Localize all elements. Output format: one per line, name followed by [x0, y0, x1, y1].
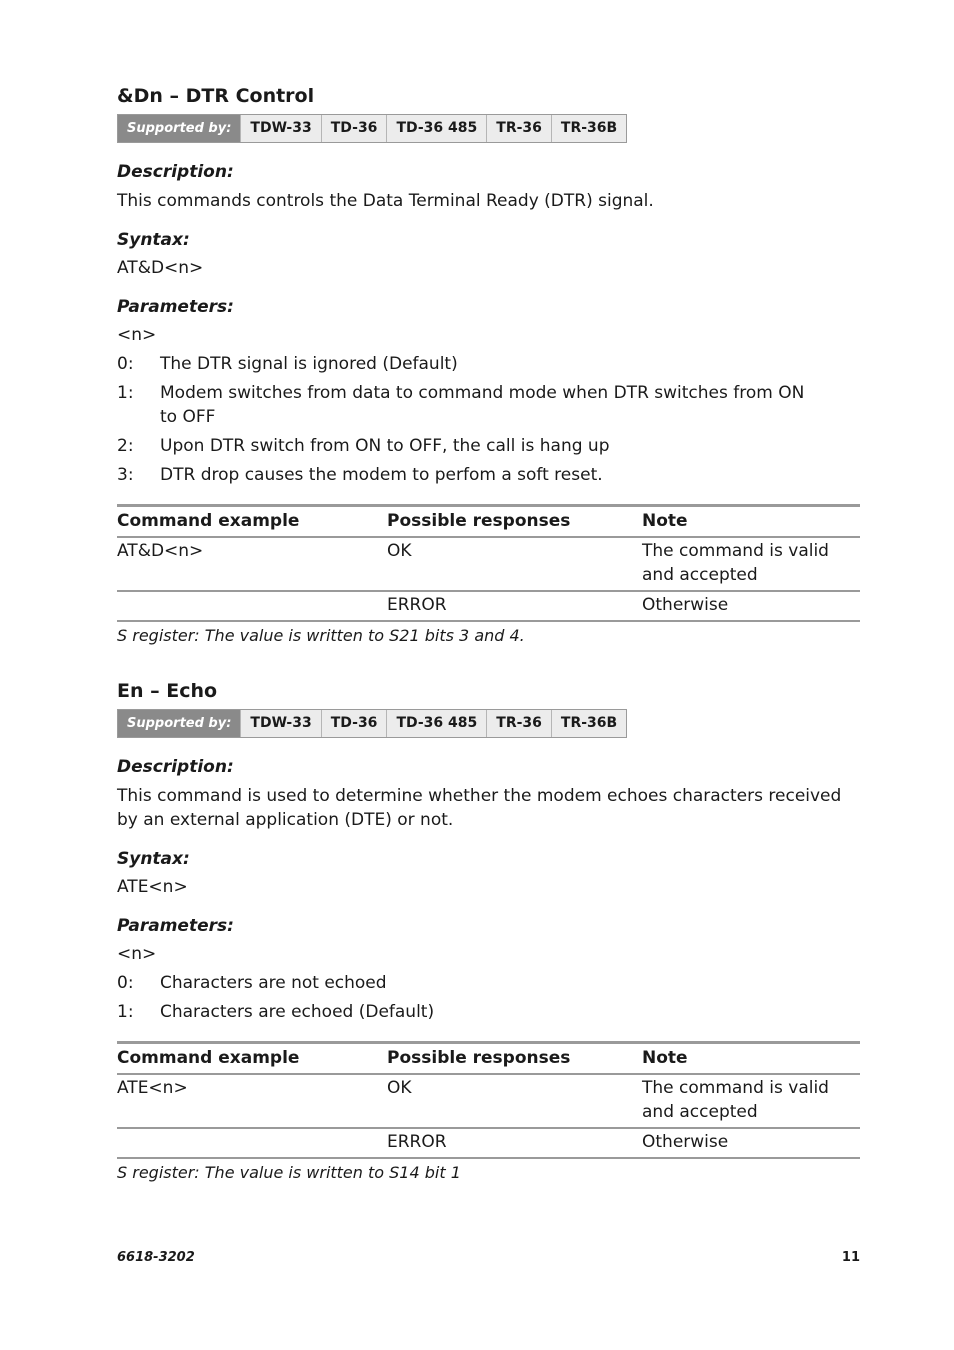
table-cell: OK [387, 1074, 642, 1128]
list-item [117, 352, 860, 376]
table-cell: The command is valid and accepted [642, 537, 860, 591]
param-description: Characters are not echoed [160, 973, 387, 993]
table-header-row [117, 1043, 860, 1075]
section-dtr-control [117, 83, 860, 648]
list-item [117, 463, 860, 487]
command-table [117, 504, 860, 622]
table-cell: OK [387, 537, 642, 591]
table-cell: ERROR [387, 591, 642, 621]
table-row [117, 591, 860, 621]
table-cell [117, 1128, 387, 1158]
syntax-text: AT&D<n> [117, 258, 204, 278]
supported-by-bar [117, 709, 627, 738]
table-cell: ERROR [387, 1128, 642, 1158]
description-heading: Description: [117, 757, 234, 777]
table-row [117, 1074, 860, 1128]
table-cell [117, 591, 387, 621]
parameters-heading: Parameters: [117, 297, 234, 317]
parameter-name: <n> [117, 325, 157, 345]
model-badge: TR-36 [486, 710, 551, 737]
table-cell: Otherwise [642, 1128, 860, 1158]
column-header: Possible responses [387, 1043, 642, 1075]
table-header-row [117, 506, 860, 538]
model-badge: TD-36 485 [386, 115, 486, 142]
command-title: En – Echo [117, 680, 218, 702]
table-row [117, 537, 860, 591]
param-description: DTR drop causes the modem to perfom a soft reset. [160, 465, 603, 485]
param-value: 1: [117, 383, 134, 403]
column-header: Command example [117, 506, 387, 538]
column-header: Command example [117, 1043, 387, 1075]
syntax-heading: Syntax: [117, 849, 190, 869]
column-header: Possible responses [387, 506, 642, 538]
model-badge: TD-36 [321, 115, 387, 142]
param-value: 0: [117, 973, 134, 993]
section-echo [117, 678, 860, 1185]
description-text: This command is used to determine whether the modem echoes characters received by an external application (DTE) or not. [117, 786, 842, 830]
syntax-text: ATE<n> [117, 877, 188, 897]
page-number: 11 [841, 1250, 860, 1265]
param-value: 1: [117, 1002, 134, 1022]
param-description: Characters are echoed (Default) [160, 1002, 435, 1022]
command-title: &Dn – DTR Control [117, 85, 315, 107]
command-table [117, 1041, 860, 1159]
param-value: 2: [117, 436, 134, 456]
supported-by-bar [117, 114, 627, 143]
model-badge: TDW-33 [240, 115, 320, 142]
model-badge: TR-36B [551, 710, 626, 737]
model-badge: TR-36B [551, 115, 626, 142]
parameters-heading: Parameters: [117, 916, 234, 936]
list-item [117, 434, 860, 458]
model-badge: TR-36 [486, 115, 551, 142]
model-badge: TD-36 485 [386, 710, 486, 737]
list-item [117, 381, 860, 429]
description-heading: Description: [117, 162, 234, 182]
list-item [117, 971, 860, 995]
param-description: The DTR signal is ignored (Default) [160, 354, 458, 374]
table-cell: The command is valid and accepted [642, 1074, 860, 1128]
syntax-heading: Syntax: [117, 230, 190, 250]
list-item [117, 1000, 860, 1024]
param-description: Modem switches from data to command mode when DTR switches from ON to OFF [160, 383, 805, 427]
parameter-list [117, 971, 860, 1024]
model-badge: TD-36 [321, 710, 387, 737]
parameter-list [117, 352, 860, 487]
column-header: Note [642, 506, 860, 538]
table-row [117, 1128, 860, 1158]
s-register-note: S register: The value is written to S21 bits 3 and 4. [117, 626, 525, 645]
description-text: This commands controls the Data Terminal Ready (DTR) signal. [117, 191, 654, 211]
parameter-name: <n> [117, 944, 157, 964]
table-cell: ATE<n> [117, 1074, 387, 1128]
model-badge: TDW-33 [240, 710, 320, 737]
table-cell: AT&D<n> [117, 537, 387, 591]
table-cell: Otherwise [642, 591, 860, 621]
column-header: Note [642, 1043, 860, 1075]
document-number: 6618-3202 [117, 1250, 195, 1265]
supported-by-label: Supported by: [118, 115, 240, 142]
param-value: 0: [117, 354, 134, 374]
supported-by-label: Supported by: [118, 710, 240, 737]
param-value: 3: [117, 465, 134, 485]
page-footer [117, 1250, 860, 1265]
s-register-note: S register: The value is written to S14 bit 1 [117, 1163, 461, 1182]
param-description: Upon DTR switch from ON to OFF, the call is hang up [160, 436, 610, 456]
